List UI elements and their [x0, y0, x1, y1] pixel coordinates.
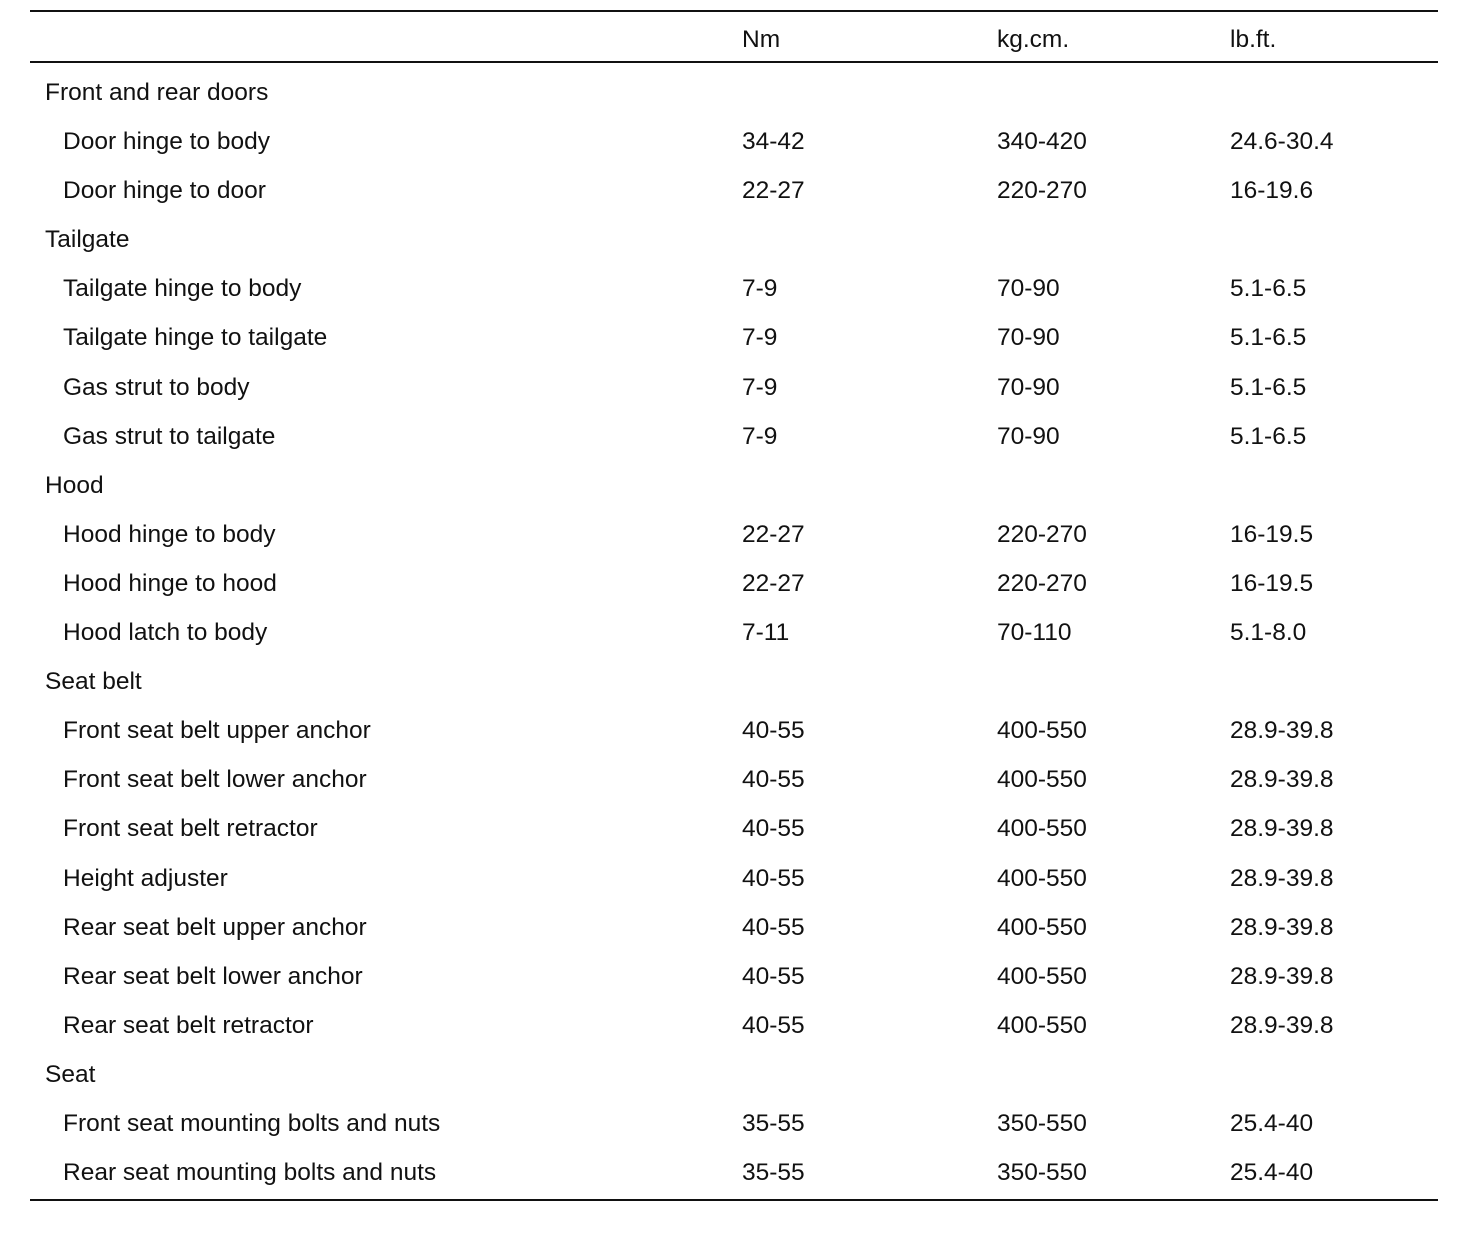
value-kg-cm: 400-550: [997, 913, 1087, 941]
value-lb-ft: 5.1-6.5: [1230, 275, 1307, 303]
table-row: [30, 115, 1438, 164]
table-row: [30, 606, 1438, 655]
value-nm: 40-55: [742, 962, 805, 990]
section-heading: Seat belt: [45, 668, 142, 696]
value-nm: 22-27: [742, 177, 805, 205]
value-nm: 35-55: [742, 1159, 805, 1187]
item-label: Hood hinge to body: [63, 520, 276, 548]
value-nm: 40-55: [742, 913, 805, 941]
value-kg-cm: 340-420: [997, 128, 1087, 156]
table-row: [30, 852, 1438, 901]
section-heading-row: [30, 66, 1438, 115]
item-label: Hood latch to body: [63, 619, 268, 647]
value-nm: 40-55: [742, 815, 805, 843]
item-label: Front seat belt lower anchor: [63, 766, 367, 794]
table-row: [30, 999, 1438, 1048]
item-label: Door hinge to body: [63, 128, 271, 156]
value-nm: 22-27: [742, 520, 805, 548]
value-nm: 34-42: [742, 128, 805, 156]
value-lb-ft: 28.9-39.8: [1230, 1011, 1334, 1039]
value-kg-cm: 220-270: [997, 177, 1087, 205]
value-lb-ft: 28.9-39.8: [1230, 766, 1334, 794]
table-row: [30, 410, 1438, 459]
value-kg-cm: 70-90: [997, 275, 1060, 303]
value-lb-ft: 16-19.6: [1230, 177, 1314, 205]
value-lb-ft: 28.9-39.8: [1230, 913, 1334, 941]
value-lb-ft: 28.9-39.8: [1230, 864, 1334, 892]
table-row: [30, 262, 1438, 311]
section-heading: Front and rear doors: [45, 79, 269, 106]
section-heading-row: [30, 1048, 1438, 1097]
table-row: [30, 557, 1438, 606]
item-label: Rear seat mounting bolts and nuts: [63, 1159, 437, 1187]
value-lb-ft: 25.4-40: [1230, 1159, 1314, 1187]
table-row: [30, 901, 1438, 950]
table-row: [30, 1146, 1438, 1195]
value-kg-cm: 70-90: [997, 373, 1060, 401]
table-row: [30, 508, 1438, 557]
value-kg-cm: 400-550: [997, 864, 1087, 892]
value-nm: 35-55: [742, 1109, 805, 1137]
section-heading: Hood: [45, 471, 104, 499]
value-nm: 40-55: [742, 1011, 805, 1039]
table-row: [30, 164, 1438, 213]
value-lb-ft: 16-19.5: [1230, 520, 1314, 548]
item-label: Front seat mounting bolts and nuts: [63, 1109, 441, 1137]
value-kg-cm: 400-550: [997, 815, 1087, 843]
value-lb-ft: 16-19.5: [1230, 569, 1314, 597]
value-lb-ft: 25.4-40: [1230, 1109, 1314, 1137]
value-nm: 40-55: [742, 864, 805, 892]
value-kg-cm: 70-90: [997, 324, 1060, 352]
item-label: Hood hinge to hood: [63, 569, 277, 597]
table-header-row: [30, 12, 1438, 61]
value-kg-cm: 70-90: [997, 422, 1060, 450]
value-nm: 7-9: [742, 422, 778, 450]
table-row: [30, 950, 1438, 999]
value-kg-cm: 70-110: [997, 619, 1072, 647]
item-label: Front seat belt upper anchor: [63, 717, 371, 745]
item-label: Front seat belt retractor: [63, 815, 318, 843]
item-label: Gas strut to body: [63, 373, 250, 401]
header-kg-cm: kg.cm.: [997, 26, 1070, 53]
item-label: Rear seat belt lower anchor: [63, 962, 363, 990]
section-heading: Seat: [45, 1060, 96, 1088]
section-heading-row: [30, 459, 1438, 508]
value-nm: 40-55: [742, 766, 805, 794]
table-bottom-rule: [30, 1199, 1438, 1201]
value-lb-ft: 5.1-6.5: [1230, 422, 1307, 450]
table-row: [30, 311, 1438, 360]
item-label: Gas strut to tailgate: [63, 422, 276, 450]
value-kg-cm: 400-550: [997, 1011, 1087, 1039]
value-lb-ft: 5.1-6.5: [1230, 324, 1307, 352]
value-lb-ft: 5.1-6.5: [1230, 373, 1307, 401]
value-kg-cm: 220-270: [997, 569, 1087, 597]
value-nm: 7-9: [742, 275, 778, 303]
header-nm: Nm: [742, 26, 781, 53]
value-nm: 22-27: [742, 569, 805, 597]
value-lb-ft: 24.6-30.4: [1230, 128, 1334, 156]
item-label: Tailgate hinge to tailgate: [63, 324, 328, 352]
value-lb-ft: 28.9-39.8: [1230, 717, 1334, 745]
header-lb-ft: lb.ft.: [1230, 26, 1277, 53]
value-nm: 7-9: [742, 324, 778, 352]
item-label: Rear seat belt retractor: [63, 1011, 314, 1039]
value-lb-ft: 5.1-8.0: [1230, 619, 1307, 647]
table-row: [30, 753, 1438, 802]
table-body: [30, 63, 1438, 1199]
value-kg-cm: 350-550: [997, 1109, 1087, 1137]
section-heading: Tailgate: [45, 226, 130, 254]
section-heading-row: [30, 655, 1438, 704]
item-label: Door hinge to door: [63, 177, 266, 205]
value-kg-cm: 400-550: [997, 717, 1087, 745]
item-label: Tailgate hinge to body: [63, 275, 302, 303]
value-kg-cm: 400-550: [997, 766, 1087, 794]
value-nm: 7-11: [742, 619, 790, 647]
table-row: [30, 802, 1438, 851]
item-label: Rear seat belt upper anchor: [63, 913, 367, 941]
value-kg-cm: 400-550: [997, 962, 1087, 990]
torque-spec-table: [30, 10, 1438, 1201]
value-nm: 7-9: [742, 373, 778, 401]
value-nm: 40-55: [742, 717, 805, 745]
value-lb-ft: 28.9-39.8: [1230, 815, 1334, 843]
table-row: [30, 704, 1438, 753]
value-kg-cm: 220-270: [997, 520, 1087, 548]
table-row: [30, 361, 1438, 410]
value-kg-cm: 350-550: [997, 1159, 1087, 1187]
section-heading-row: [30, 213, 1438, 262]
item-label: Height adjuster: [63, 864, 228, 892]
value-lb-ft: 28.9-39.8: [1230, 962, 1334, 990]
table-row: [30, 1097, 1438, 1146]
